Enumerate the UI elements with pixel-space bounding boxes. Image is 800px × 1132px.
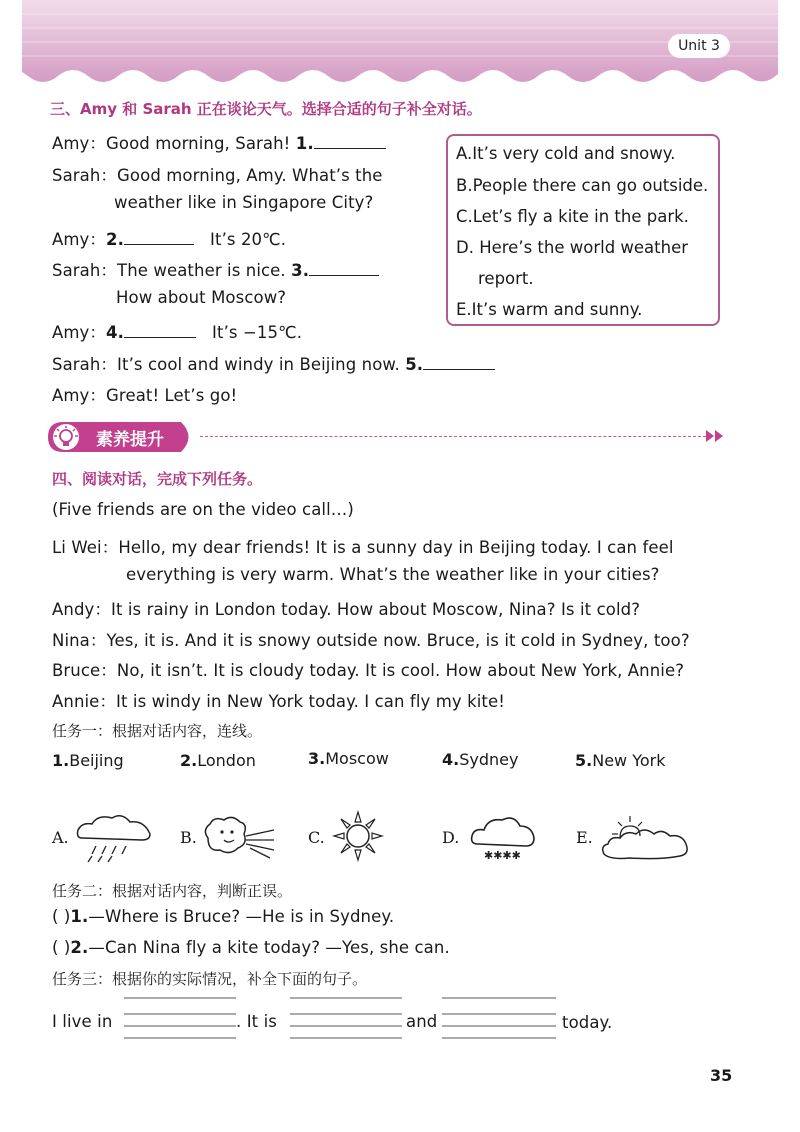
sun-icon[interactable] xyxy=(332,810,384,862)
dialogue-line: Amy：Good morning, Sarah! 1. xyxy=(52,130,386,154)
picture-label: A. xyxy=(52,828,69,847)
dialogue-line: How about Moscow? xyxy=(116,288,287,307)
scene-intro: (Five friends are on the video call…) xyxy=(52,500,354,519)
page-number: 35 xyxy=(710,1066,733,1085)
fill-text: . It is xyxy=(236,1012,277,1031)
picture-label: B. xyxy=(180,828,197,847)
city-item[interactable]: 3.Moscow xyxy=(308,749,389,768)
divider xyxy=(200,436,706,437)
fill-text: and xyxy=(406,1012,438,1031)
answer-blank[interactable] xyxy=(124,243,194,245)
dialogue-line: Amy：Great! Let’s go! xyxy=(52,386,238,405)
answer-blank[interactable] xyxy=(314,147,386,149)
dialogue-line: weather like in Singapore City? xyxy=(114,193,374,212)
city-item[interactable]: 1.Beijing xyxy=(52,751,124,770)
lightbulb-icon xyxy=(53,425,79,451)
fill-text: I live in xyxy=(52,1012,113,1031)
city-item[interactable]: 5.New York xyxy=(575,751,666,770)
answer-blank[interactable] xyxy=(309,274,379,276)
reading-line: Bruce：No, it isn’t. It is cloudy today. It is cool. How about New York, Annie? xyxy=(52,661,685,680)
dialogue-line: Amy：2. It’s 20℃. xyxy=(52,230,287,249)
section3-title: 三、Amy 和 Sarah 正在谈论天气。选择合适的句子补全对话。 xyxy=(50,100,482,118)
section4-title: 四、阅读对话，完成下列任务。 xyxy=(52,470,263,488)
section-badge-label: 素养提升 xyxy=(96,430,164,450)
dialogue-line: Sarah：The weather is nice. 3. xyxy=(52,257,379,281)
reading-line: everything is very warm. What’s the weather like in your cities? xyxy=(126,565,660,584)
judge-item[interactable]: ( )2.—Can Nina fly a kite today? —Yes, she can. xyxy=(52,938,450,957)
writing-lines[interactable] xyxy=(438,994,558,1040)
option-a: A.It’s very cold and snowy. xyxy=(456,144,676,163)
option-c: C.Let’s fly a kite in the park. xyxy=(456,207,689,226)
dialogue-line: Amy：4. It’s −15℃. xyxy=(52,323,303,342)
options-box xyxy=(446,134,720,326)
picture-label: C. xyxy=(308,828,325,847)
reading-line: Nina：Yes, it is. And it is snowy outside now. Bruce, is it cold in Sydney, too? xyxy=(52,631,690,650)
snow-cloud-icon[interactable] xyxy=(470,814,536,862)
option-e: E.It’s warm and sunny. xyxy=(456,300,643,319)
option-b: B.People there can go outside. xyxy=(456,176,709,195)
double-arrow-icon xyxy=(704,428,726,444)
svg-text:✱✱✱✱: ✱✱✱✱ xyxy=(484,849,521,862)
reading-line: Annie：It is windy in New York today. I can fly my kite! xyxy=(52,692,505,711)
reading-line: Li Wei：Hello, my dear friends! It is a sunny day in Beijing today. I can feel xyxy=(52,538,674,557)
picture-label: D. xyxy=(442,828,460,847)
writing-lines[interactable] xyxy=(286,994,404,1040)
task3-title: 任务三：根据你的实际情况，补全下面的句子。 xyxy=(52,970,368,988)
wind-icon[interactable] xyxy=(200,814,276,860)
answer-blank[interactable] xyxy=(423,368,495,370)
picture-label: E. xyxy=(576,828,593,847)
city-item[interactable]: 2.London xyxy=(180,751,256,770)
fill-text: today. xyxy=(562,1013,613,1032)
city-item[interactable]: 4.Sydney xyxy=(442,750,519,769)
sun-behind-clouds-icon[interactable] xyxy=(600,814,690,862)
task1-title: 任务一：根据对话内容，连线。 xyxy=(52,722,263,740)
option-d-cont: report. xyxy=(478,269,534,288)
unit-label: Unit 3 xyxy=(668,34,730,58)
judge-item[interactable]: ( )1.—Where is Bruce? —He is in Sydney. xyxy=(52,907,395,926)
header-banner xyxy=(22,0,778,92)
reading-line: Andy：It is rainy in London today. How about Moscow, Nina? Is it cold? xyxy=(52,600,641,619)
writing-lines[interactable] xyxy=(120,994,238,1040)
dialogue-line: Sarah：Good morning, Amy. What’s the xyxy=(52,166,383,185)
rain-cloud-icon[interactable] xyxy=(74,812,154,864)
task2-title: 任务二：根据对话内容，判断正误。 xyxy=(52,882,293,900)
answer-blank[interactable] xyxy=(124,336,196,338)
option-d: D. Here’s the world weather xyxy=(456,238,689,257)
dialogue-line: Sarah：It’s cool and windy in Beijing now. 5. xyxy=(52,351,495,375)
